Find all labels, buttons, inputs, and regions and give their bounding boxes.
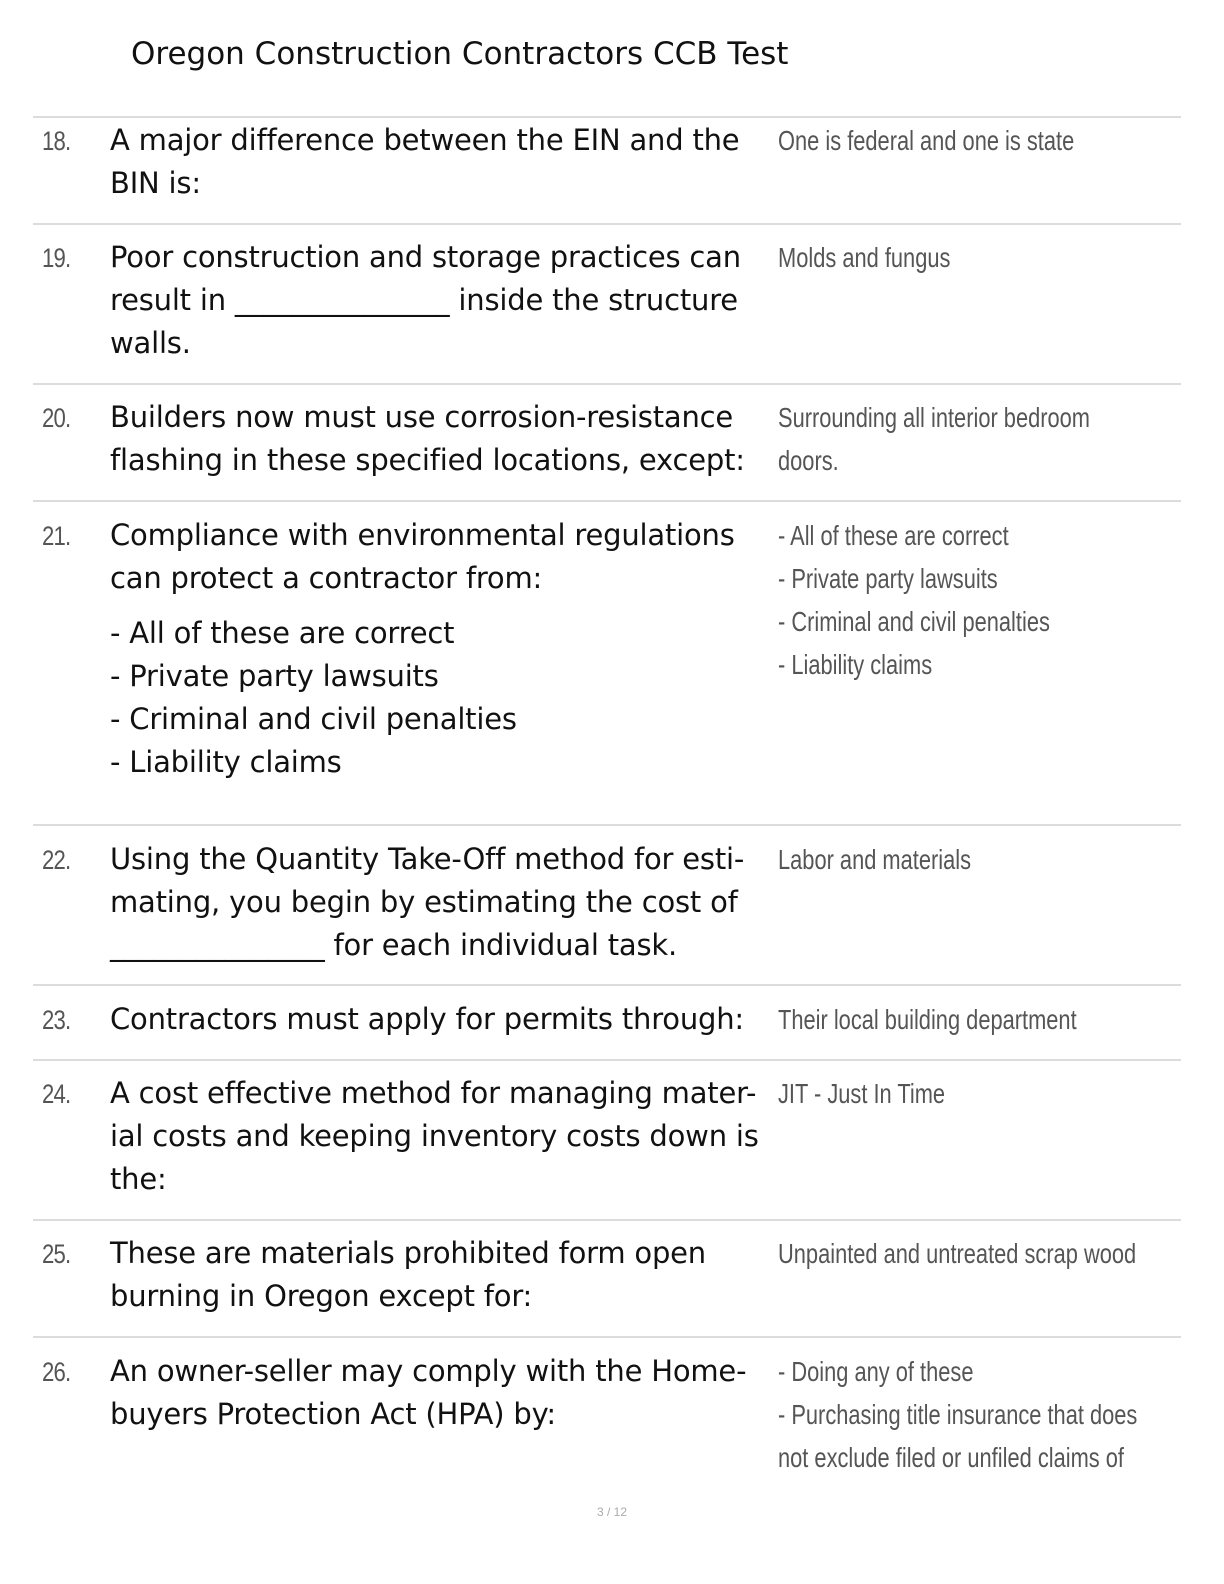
divider — [33, 500, 1181, 502]
page-title: Oregon Construction Contractors CCB Test — [131, 36, 789, 72]
answer-line: - Criminal and civil penalties — [778, 606, 1050, 637]
answer-line: Labor and materials — [778, 844, 972, 875]
question-line: _______________ for each individual task. — [110, 928, 677, 962]
question-number: 23. — [42, 1005, 71, 1035]
question-number: 19. — [42, 243, 71, 273]
answer-text — [778, 1232, 1152, 1275]
answer-line: - Private party lawsuits — [778, 563, 998, 594]
question-option: - All of these are correct — [110, 616, 455, 650]
divider — [33, 1059, 1181, 1061]
answer-line: One is federal and one is state — [778, 125, 1075, 156]
question-option: - Criminal and civil penalties — [110, 702, 517, 736]
question-line: can protect a contractor from: — [110, 561, 543, 595]
answer-text — [778, 514, 1152, 686]
question-number: 21. — [42, 521, 71, 551]
divider — [33, 1219, 1181, 1221]
question-number: 18. — [42, 126, 71, 156]
question-text — [110, 119, 775, 205]
answer-text — [778, 396, 1152, 482]
divider — [33, 984, 1181, 986]
divider — [33, 116, 1181, 118]
question-option: - Liability claims — [110, 745, 342, 779]
answer-line: Surrounding all interior bedroom — [778, 402, 1090, 433]
page-indicator: 3 / 12 — [596, 1505, 628, 1519]
question-line: buyers Protection Act (HPA) by: — [110, 1397, 556, 1431]
answer-text — [778, 838, 1152, 881]
answer-line: - Liability claims — [778, 649, 933, 680]
answer-line: Their local building department — [778, 1004, 1077, 1035]
question-line: Compliance with environmental regulations — [110, 518, 735, 552]
question-line: ial costs and keeping inventory costs down is — [110, 1119, 759, 1153]
question-text — [110, 514, 775, 784]
question-line: Using the Quantity Take-Off method for esti- — [110, 842, 745, 876]
question-line: An owner-seller may comply with the Home- — [110, 1354, 747, 1388]
question-number: 24. — [42, 1079, 71, 1109]
question-text — [110, 1072, 775, 1201]
question-line: mating, you begin by estimating the cost of — [110, 885, 738, 919]
answer-line: Molds and fungus — [778, 242, 951, 273]
divider — [33, 824, 1181, 826]
question-text — [110, 396, 775, 482]
question-text — [110, 998, 775, 1041]
divider — [33, 1336, 1181, 1338]
question-text — [110, 1350, 775, 1436]
question-number: 22. — [42, 845, 71, 875]
answer-line: JIT - Just In Time — [778, 1078, 946, 1109]
answer-line: Unpainted and untreated scrap wood — [778, 1238, 1137, 1269]
question-line: walls. — [110, 326, 191, 360]
answer-text — [778, 1072, 1152, 1115]
question-line: These are materials prohibited form open — [110, 1236, 706, 1270]
answer-text — [778, 236, 1152, 279]
question-line: result in _______________ inside the structure — [110, 283, 738, 317]
question-line: A cost effective method for managing mater- — [110, 1076, 757, 1110]
answer-text — [778, 119, 1152, 162]
question-line: Builders now must use corrosion-resistance — [110, 400, 734, 434]
answer-line: - Purchasing title insurance that does — [778, 1399, 1138, 1430]
question-text — [110, 1232, 775, 1318]
question-line: burning in Oregon except for: — [110, 1279, 533, 1313]
divider — [33, 223, 1181, 225]
question-number: 25. — [42, 1239, 71, 1269]
question-line: Contractors must apply for permits through: — [110, 1002, 744, 1036]
question-text — [110, 838, 775, 967]
answer-line: - All of these are correct — [778, 520, 1009, 551]
divider — [33, 383, 1181, 385]
question-line: Poor construction and storage practices can — [110, 240, 741, 274]
answer-line: doors. — [778, 445, 839, 476]
question-line: the: — [110, 1162, 167, 1196]
question-text — [110, 236, 775, 365]
question-option: - Private party lawsuits — [110, 659, 439, 693]
answer-line: not exclude filed or unfiled claims of — [778, 1442, 1124, 1473]
answer-text — [778, 1350, 1152, 1479]
question-line: BIN is: — [110, 166, 201, 200]
answer-line: - Doing any of these — [778, 1356, 974, 1387]
question-number: 26. — [42, 1357, 71, 1387]
question-line: flashing in these specified locations, except: — [110, 443, 745, 477]
answer-text — [778, 998, 1152, 1041]
question-line: A major difference between the EIN and the — [110, 123, 740, 157]
question-number: 20. — [42, 403, 71, 433]
